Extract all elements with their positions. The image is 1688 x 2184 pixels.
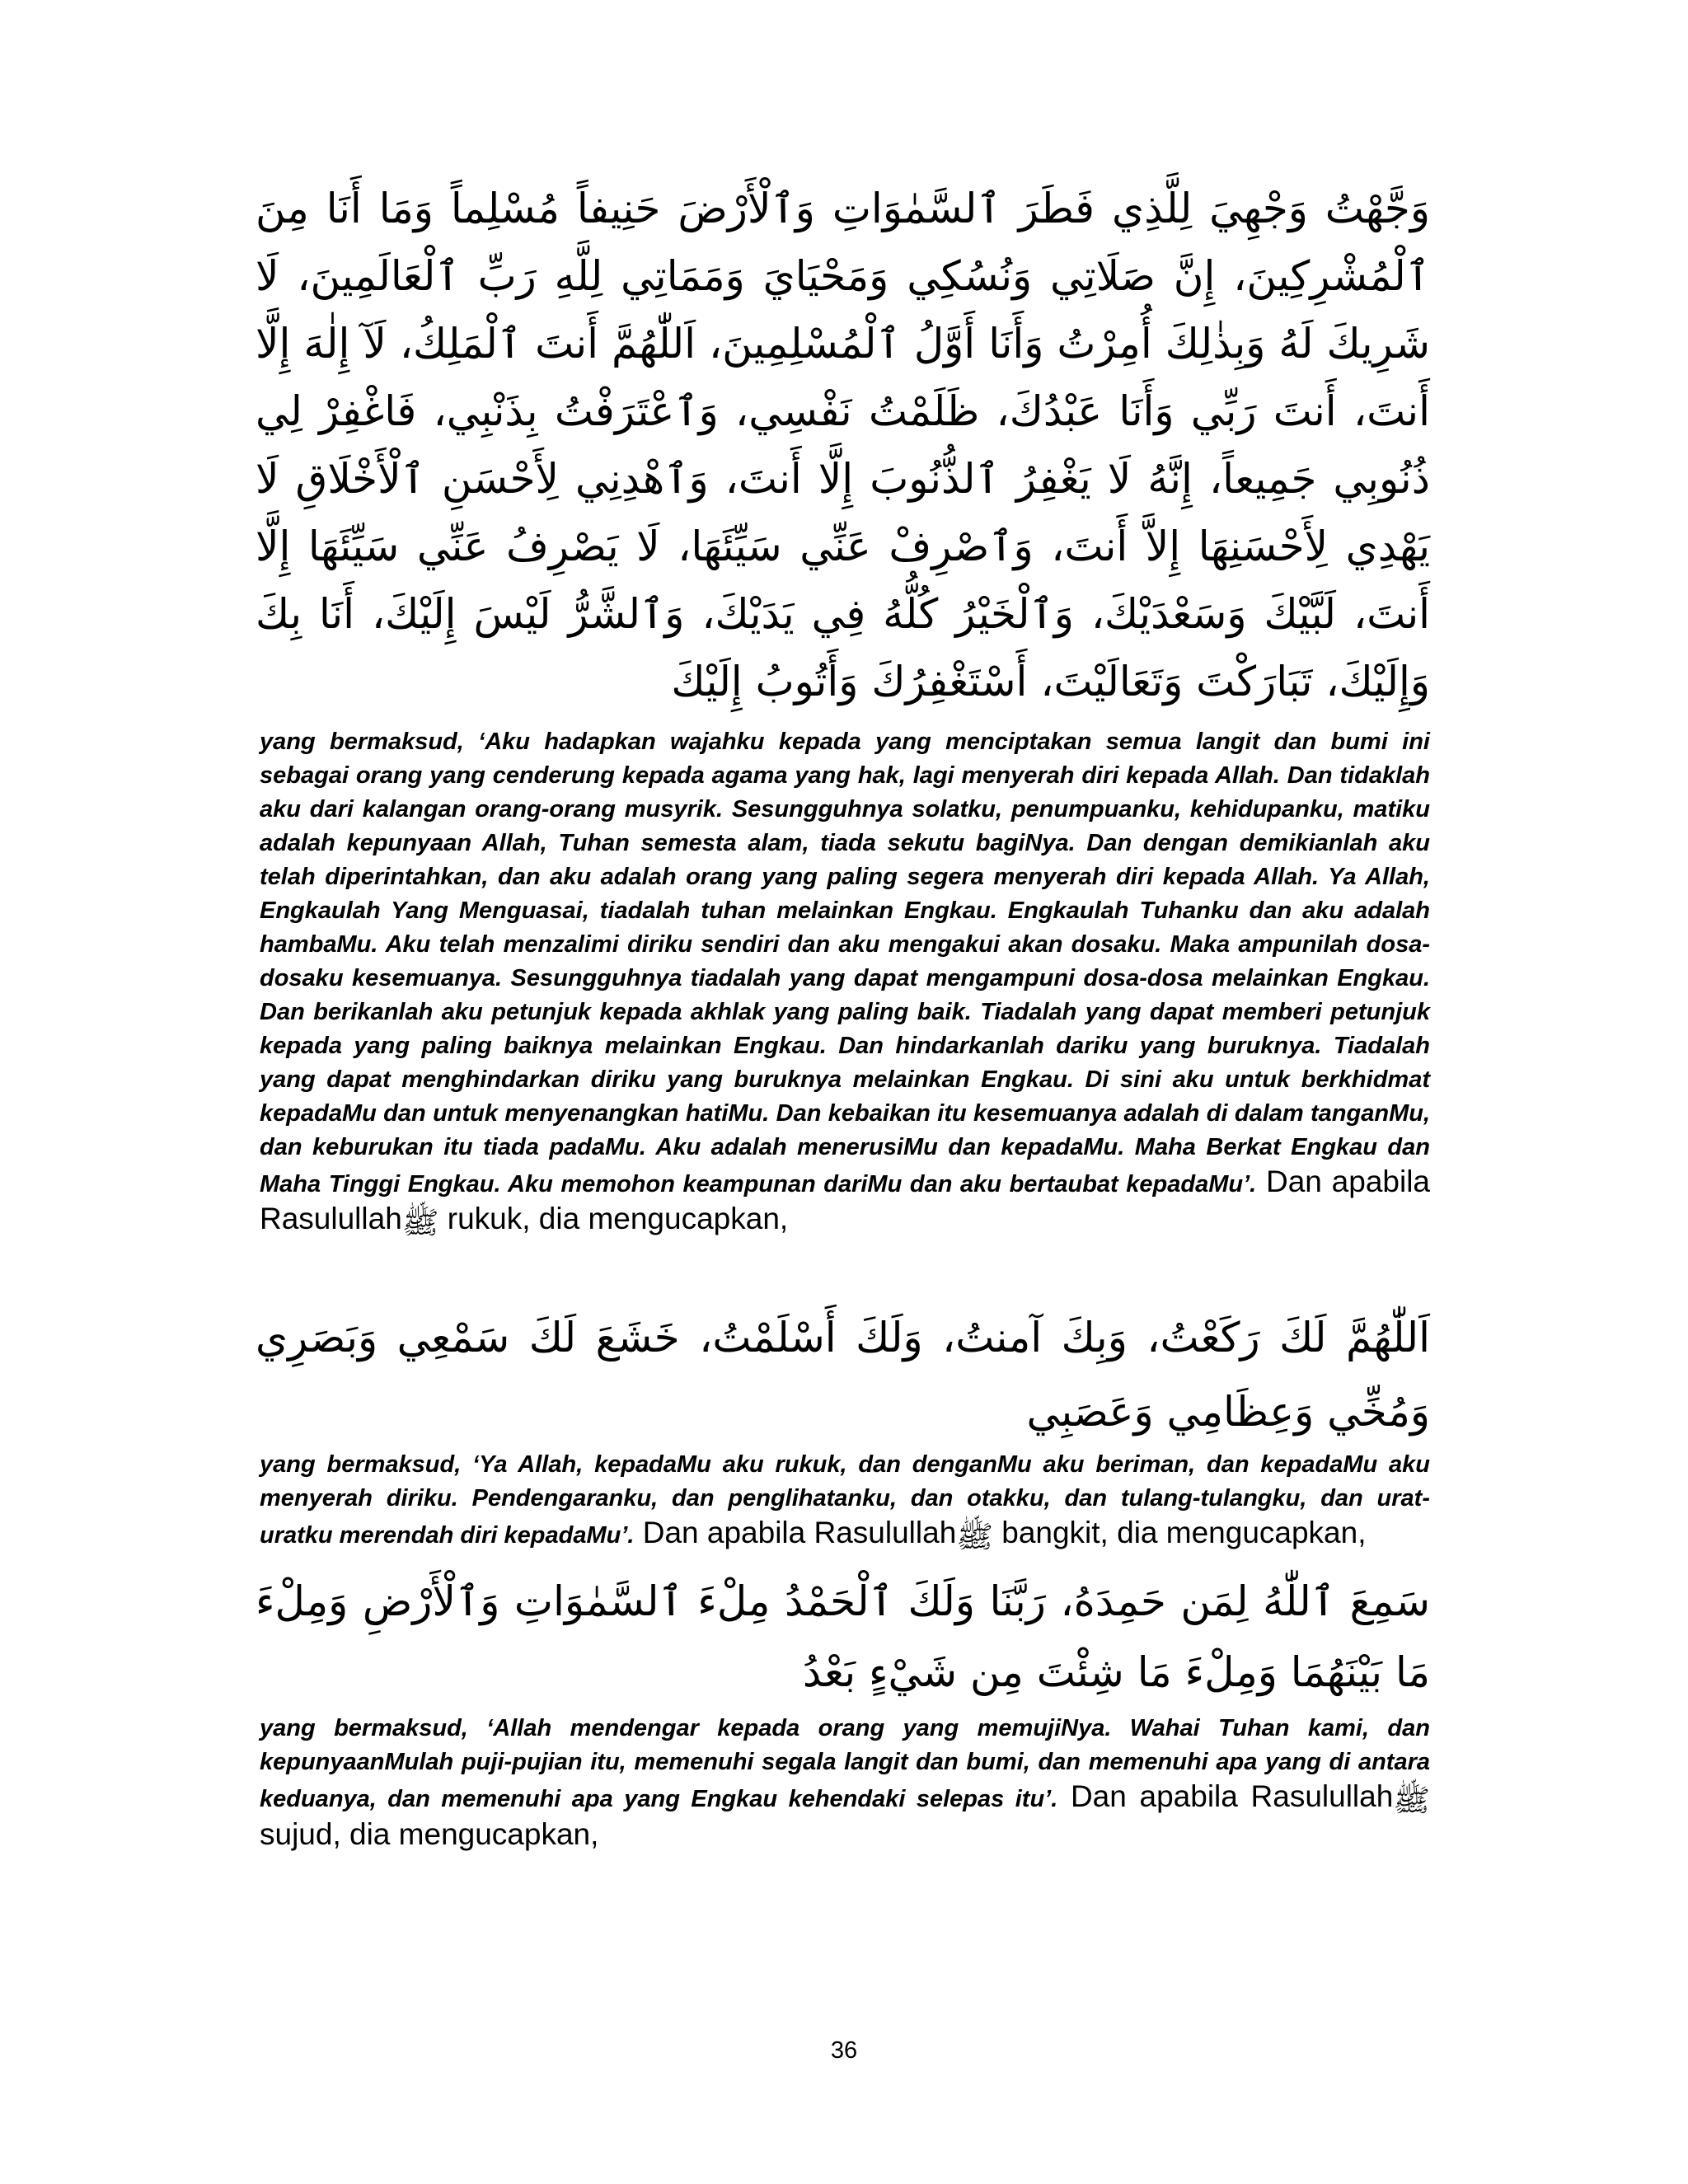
translation-itidal-supplication	[260, 1712, 1430, 1854]
saw-honorific: ﷺ	[401, 1205, 439, 1240]
saw-honorific: ﷺ	[1393, 1783, 1430, 1817]
translation-italic: yang bermaksud, ‘Allah mendengar kepada orang yang memujiNya. Wahai Tuhan kami, dan kepunyaanMulah puji-pujian itu, memenuhi segala langit dan bumi, dan memenuhi apa yang di antara keduanya, dan memenuhi apa yang Engkau kehendaki selepas itu’.	[260, 1715, 1430, 1812]
narration-text: Dan apabila Rasulullah	[260, 1165, 1431, 1235]
page-number: 36	[830, 2037, 858, 2064]
narration-text: Dan apabila Rasulullah	[634, 1516, 957, 1549]
arabic-itidal-supplication: سَمِعَ ٱللّٰهُ لِمَن حَمِدَهُ، رَبَّنَا وَلَكَ ٱلْحَمْدُ مِلْءَ ٱلسَّمٰوَاتِ وَٱلْأَرْضِ وَمِلْءَ مَا بَيْنَهُمَا وَمِلْءَ مَا شِئْتَ مِن شَيْءٍ بَعْدُ	[256, 1577, 1430, 1696]
translation-opening-supplication	[260, 725, 1430, 1240]
narration-text: sujud, dia mengucapkan,	[260, 1816, 599, 1851]
arabic-opening-supplication: وَجَّهْتُ وَجْهِيَ لِلَّذِي فَطَرَ ٱلسَّمٰوَاتِ وَٱلْأَرْضَ حَنِيفاً مُسْلِماً وَمَا أَنَا مِنَ ٱلْمُشْرِكِينَ، إِنَّ صَلَاتِي وَنُسُكِي وَمَحْيَايَ وَمَمَاتِي لِلَّهِ رَبِّ ٱلْعَالَمِينَ، لَا شَرِيكَ لَهُ وَبِذٰلِكَ أُمِرْتُ وَأَنَا أَوَّلُ ٱلْمُسْلِمِينَ، اَللّٰهُمَّ أَنتَ ٱلْمَلِكُ، لَآ إِلٰهَ إِلَّا أَنتَ، أَنتَ رَبِّي وَأَنَا عَبْدُكَ، ظَلَمْتُ نَفْسِي، وَٱعْتَرَفْتُ بِذَنْبِي، فَاغْفِرْ لِي ذُنُوبِي جَمِيعاً، إِنَّهُ لَا يَغْفِرُ ٱلذُّنُوبَ إِلَّا أَنتَ، وَٱهْدِنِي لِأَحْسَنِ ٱلْأَخْلَاقِ لَا يَهْدِي لِأَحْسَنِهَا إِلاَّ أَنتَ، وَٱصْرِفْ عَنِّي سَيِّئَهَا، لَا يَصْرِفُ عَنِّي سَيِّئَهَا إِلَّا أَنتَ، لَبَّيْكَ وَسَعْدَيْكَ، وَٱلْخَيْرُ كُلُّهُ فِي يَدَيْكَ، وَٱلشَّرُّ لَيْسَ إِلَيْكَ، أَنَا بِكَ وَإِلَيْكَ، تَبَارَكْتَ وَتَعَالَيْتَ، أَسْتَغْفِرُكَ وَأَتُوبُ إِلَيْكَ	[256, 185, 1430, 705]
narration-text: bangkit, dia mengucapkan,	[992, 1516, 1367, 1549]
arabic-ruku-supplication: اَللّٰهُمَّ لَكَ رَكَعْتُ، وَبِكَ آمنتُ، وَلَكَ أَسْلَمْتُ، خَشَعَ لَكَ سَمْعِي وَبَصَرِي وَمُخِّي وَعِظَامِي وَعَصَبِي	[256, 1314, 1430, 1436]
translation-italic: yang bermaksud, ‘Ya Allah, kepadaMu aku rukuk, dan denganMu aku beriman, dan kepadaMu aku menyerah diriku. Pendengaranku, dan penglihatanku, dan otakku, dan tulang-tulangku, dan urat-uratku merendah diri kepadaMu’.	[260, 1451, 1430, 1549]
saw-honorific: ﷺ	[956, 1519, 993, 1554]
translation-italic: yang bermaksud, ‘Aku hadapkan wajahku kepada yang menciptakan semua langit dan bumi ini sebagai orang yang cenderung kepada agama yang hak, lagi menyerah diri kepada Allah. Dan tidaklah aku dari kalangan orang-orang musyrik. Sesungguhnya solatku, penumpuanku, kehidupanku, matiku adalah kepunyaan Allah, Tuhan semesta alam, tiada sekutu bagiNya. Dan dengan demikianlah aku telah diperintahkan, dan aku adalah orang yang paling segera menyerah diri kepada Allah. Ya Allah, Engkaulah Yang Menguasai, tiadalah tuhan melainkan Engkau. Engkaulah Tuhanku dan aku adalah hambaMu. Aku telah menzalimi diriku sendiri dan aku mengakui akan dosaku. Maka ampunilah dosa-dosaku kesemuanya. Sesungguhnya tiadalah yang dapat mengampuni dosa-dosa melainkan Engkau. Dan berikanlah aku petunjuk kepada akhlak yang paling baik. Tiadalah yang dapat memberi petunjuk kepada yang paling baiknya melainkan Engkau. Dan hindarkanlah dariku yang buruknya. Tiadalah yang dapat menghindarkan diriku yang buruknya melainkan Engkau. Di sini aku untuk berkhidmat kepadaMu dan untuk menyenangkan hatiMu. Dan kebaikan itu kesemuanya adalah di dalam tanganMu, dan keburukan itu tiada padaMu. Aku adalah menerusiMu dan kepadaMu. Maha Berkat Engkau dan Maha Tinggi Engkau. Aku memohon keampunan dariMu dan aku bertaubat kepadaMu’.	[260, 729, 1430, 1197]
translation-ruku-supplication	[260, 1448, 1430, 1554]
narration-text: Dan apabila Rasulullah	[1057, 1779, 1394, 1813]
narration-text: rukuk, dia mengucapkan,	[438, 1202, 789, 1235]
